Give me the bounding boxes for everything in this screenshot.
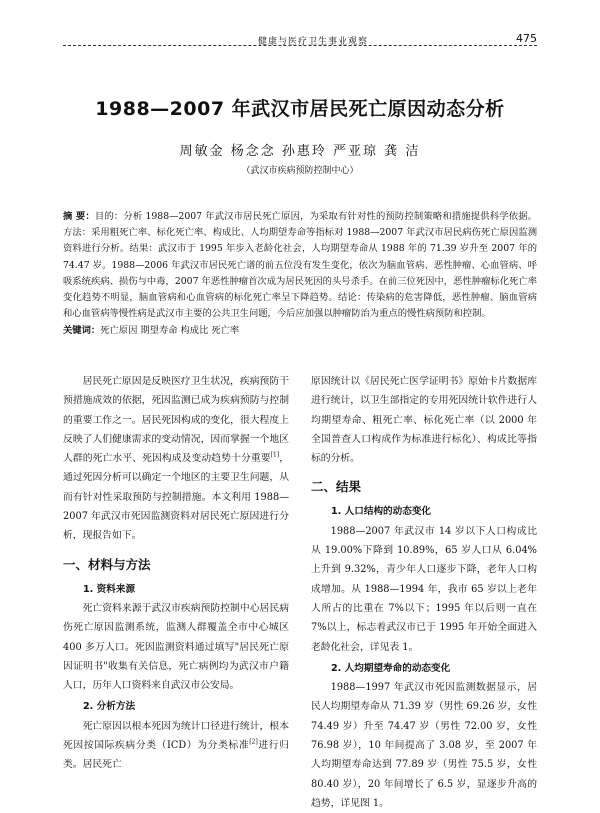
running-header (63, 30, 537, 46)
subheading-life-expectancy: 2. 人均期望寿命的动态变化 (331, 662, 451, 674)
method-text-a: 死亡原因以根本死因为统计口径进行统计，根本死因按国际疾病分类（ICD）为分类标准 (63, 720, 289, 752)
affiliation: （武汉市疾病预防控制中心） (241, 166, 359, 176)
abstract-body (63, 209, 537, 322)
intro-text-b: ，通过死因分析可以确定一个地区的主要卫生问题，从而有针对性采取预防与控制措施。本文利用 1988—2007 年武汉市死因监测资料对居民死亡原因进行分析，现报告如下。 (63, 453, 290, 542)
section-heading-results: 二、结果 (311, 479, 362, 495)
data-source-paragraph: 死亡资料来源于武汉市疾病预防控制中心居民病伤死亡原因监测系统，监测人群覆盖全市中心城区 400 多万人口。死因监测资料通过填写"居民死亡原因证明书"收集有关信息，死亡病例均为武汉市户籍人口，历年人口资料来自武汉市公安局。 (63, 602, 289, 692)
analysis-method-paragraph (63, 717, 289, 775)
right-column (311, 372, 537, 813)
abstract-text: 目的：分析 1988—2007 年武汉市居民死亡原因，为采取有针对性的预防控制策略和措施提供科学依据。方法：采用粗死亡率、标化死亡率、构成比、人均期望寿命等指标对 1988—2007 年武汉市居民病伤死亡原因监测资料进行分析。结果：武汉市于 1995 年步入老龄化社会，人均期望寿命从 1988 年的 71.39 岁升至 2007 年的 74.47 岁。1988—2006 年武汉市居民死亡谱的前五位没有发生变化，依次为脑血管病、恶性肿瘤、心血管病、呼吸系统疾病、损伤与中毒，2007 年恶性肿瘤首次成为居民死因的头号杀手。在前三位死因中，恶性肿瘤标化死亡率变化趋势不明显，脑血管病和心血管病的标化死亡率呈下降趋势。结论：传染病的危害降低，恶性肿瘤、脑血管病和心血管病等慢性病是武汉市主要的公共卫生问题，今后应加强以肿瘤防治为重点的慢性病预防和控制。 (63, 211, 537, 320)
abstract (63, 209, 537, 340)
intro-text-a: 居民死亡原因是反映医疗卫生状况，疾病预防干预措施成效的依据，死因监测已成为疾病预防与控制的重要工作之一。居民死因构成的变化，很大程度上反映了人们健康需求的变动情况，因而掌握一个地区人群的死亡水平、死因构成及变动趋势十分重要 (63, 376, 289, 465)
abstract-label: 摘 要： (63, 211, 95, 222)
subheading-population-structure: 1. 人口结构的动态变化 (331, 506, 432, 518)
method-text-b-start: 进行归类。居民死亡 (63, 740, 289, 771)
keywords-label: 关键词： (63, 325, 101, 337)
header-divider (63, 45, 537, 46)
article-title: 1988—2007 年武汉市居民死亡原因动态分析 (95, 98, 505, 120)
subheading-analysis-method: 2. 分析方法 (83, 701, 136, 713)
keywords (63, 323, 537, 339)
population-structure-paragraph: 1988—2007 年武汉市 14 岁以下人口构成比从 19.00%下降到 10.89%，65 岁人口从 6.04%上升到 9.32%，青少年人口逐步下降，老年人口构成增加。从 1988—1994 年，我市 65 岁以上老年人所占的比重在 7%以下；1995 年以后则一直在 7%以上，标志着武汉市已于 1995 年开始全面进入老龄化社会，详见表 1。 (311, 525, 537, 653)
keywords-text: 死亡原因 期望寿命 构成比 死亡率 (100, 325, 240, 337)
subheading-data-source: 1. 资料来源 (83, 583, 136, 595)
life-expectancy-paragraph: 1988—1997 年武汉市死因监测数据显示，居民人均期望寿命从 71.39 岁（男性 69.26 岁，女性 74.49 岁）升至 74.47 岁（男性 72.00 岁，女性 76.98 岁），10 年间提高了 3.08 岁，至 2007 年人均期望寿命达到 77.89 岁（男性 75.5 岁，女性 80.40 岁），20 年间增长了 6.5 岁，显逐步升高的趋势，详见图 1。 (311, 682, 537, 809)
page-number: 475 (516, 32, 537, 45)
analysis-method-continued: 原因统计以《居民死亡医学证明书》原始卡片数据库进行统计，以卫生部指定的专用死因统计软件进行人均期望寿命、粗死亡率、标化死亡率（以 2000 年全国普查人口构成作为标准进行标化）、构成比等指标的分析。 (311, 376, 537, 465)
author-list: 周敏金 杨念念 孙惠玲 严亚琼 龚 洁 (179, 144, 421, 159)
journal-name: 健康与医疗卫生事业观察 (258, 37, 369, 47)
left-column (63, 372, 289, 775)
citation-ref: [1] (270, 451, 280, 459)
intro-paragraph (63, 372, 289, 546)
citation-ref: [2] (249, 738, 258, 746)
section-heading-materials: 一、材料与方法 (63, 556, 151, 572)
